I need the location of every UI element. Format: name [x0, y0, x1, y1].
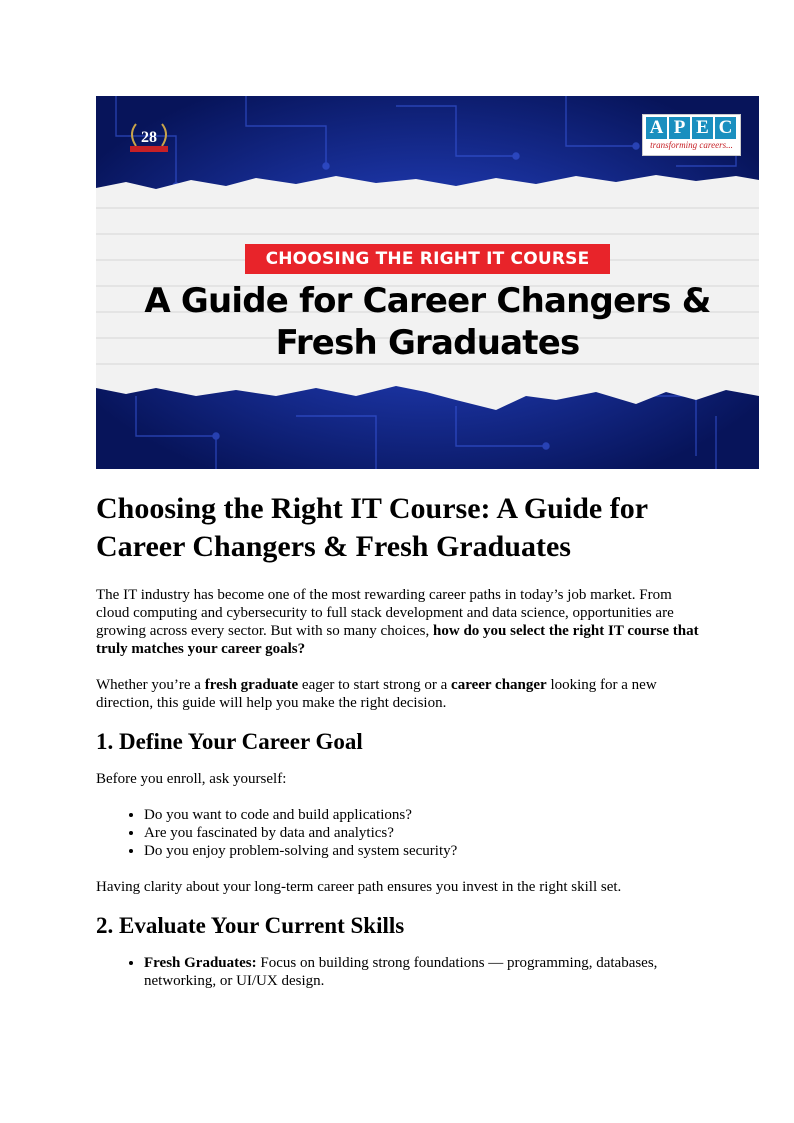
banner-title-line1: A Guide for Career Changers & [144, 281, 711, 321]
article-title: Choosing the Right IT Course: A Guide for Career Changers & Fresh Graduates [96, 492, 648, 563]
hero-banner [96, 96, 759, 469]
anniversary-badge [124, 118, 174, 156]
fresh-graduates-label: Fresh Graduates: [144, 955, 257, 971]
section2-heading: 2. Evaluate Your Current Skills [96, 913, 405, 938]
logo-letter: A [646, 117, 667, 139]
para-text: eager to start strong or a [298, 677, 452, 693]
section1-lead: Before you enroll, ask yourself: [96, 771, 287, 787]
laurel-icon [124, 118, 174, 156]
section2-bullet-list [96, 954, 706, 990]
list-item [144, 954, 706, 990]
section1-heading: 1. Define Your Career Goal [96, 729, 363, 754]
audience-paragraph [96, 676, 706, 712]
logo-letter: E [692, 117, 713, 139]
intro-text: The IT industry has become one of the most rewarding career paths in today’s job market. From cloud computing and cybersecurity to full stack development and data science, opportunities are growing across every sector. But with so many choices, [96, 587, 674, 639]
banner-pill-label: CHOOSING THE RIGHT IT COURSE [245, 244, 610, 274]
fresh-graduate-bold: fresh graduate [204, 677, 299, 693]
fresh-graduates-text: Focus on building strong foundations — programming, databases, networking, or UI/UX design. [144, 955, 658, 989]
para-text: Whether you’re a [96, 677, 205, 693]
logo-letter: P [669, 117, 690, 139]
career-changer-bold: career changer [451, 677, 547, 693]
section1-bullet-list [96, 806, 706, 860]
section1-closing: Having clarity about your long-term career path ensures you invest in the right skill set. [96, 879, 622, 895]
logo-tagline: transforming careers... [650, 140, 733, 150]
intro-paragraph [96, 586, 706, 658]
banner-title [96, 280, 759, 364]
badge-number: 28 [141, 129, 157, 146]
para-text: looking for a new direction, this guide will help you make the right decision. [96, 677, 657, 711]
logo-letter: C [715, 117, 736, 139]
list-item: • Are you fascinated by data and analytics? [144, 824, 706, 842]
banner-title-line2: Fresh Graduates [275, 323, 580, 363]
apec-logo[interactable] [642, 114, 741, 156]
intro-bold: how do you select the right IT course that truly matches your career goals? [96, 623, 699, 657]
article-body [96, 490, 706, 990]
apec-logo-letters [646, 117, 736, 139]
list-item: • Do you enjoy problem-solving and system security? [144, 842, 706, 860]
list-item: • Do you want to code and build applications? [144, 806, 706, 824]
